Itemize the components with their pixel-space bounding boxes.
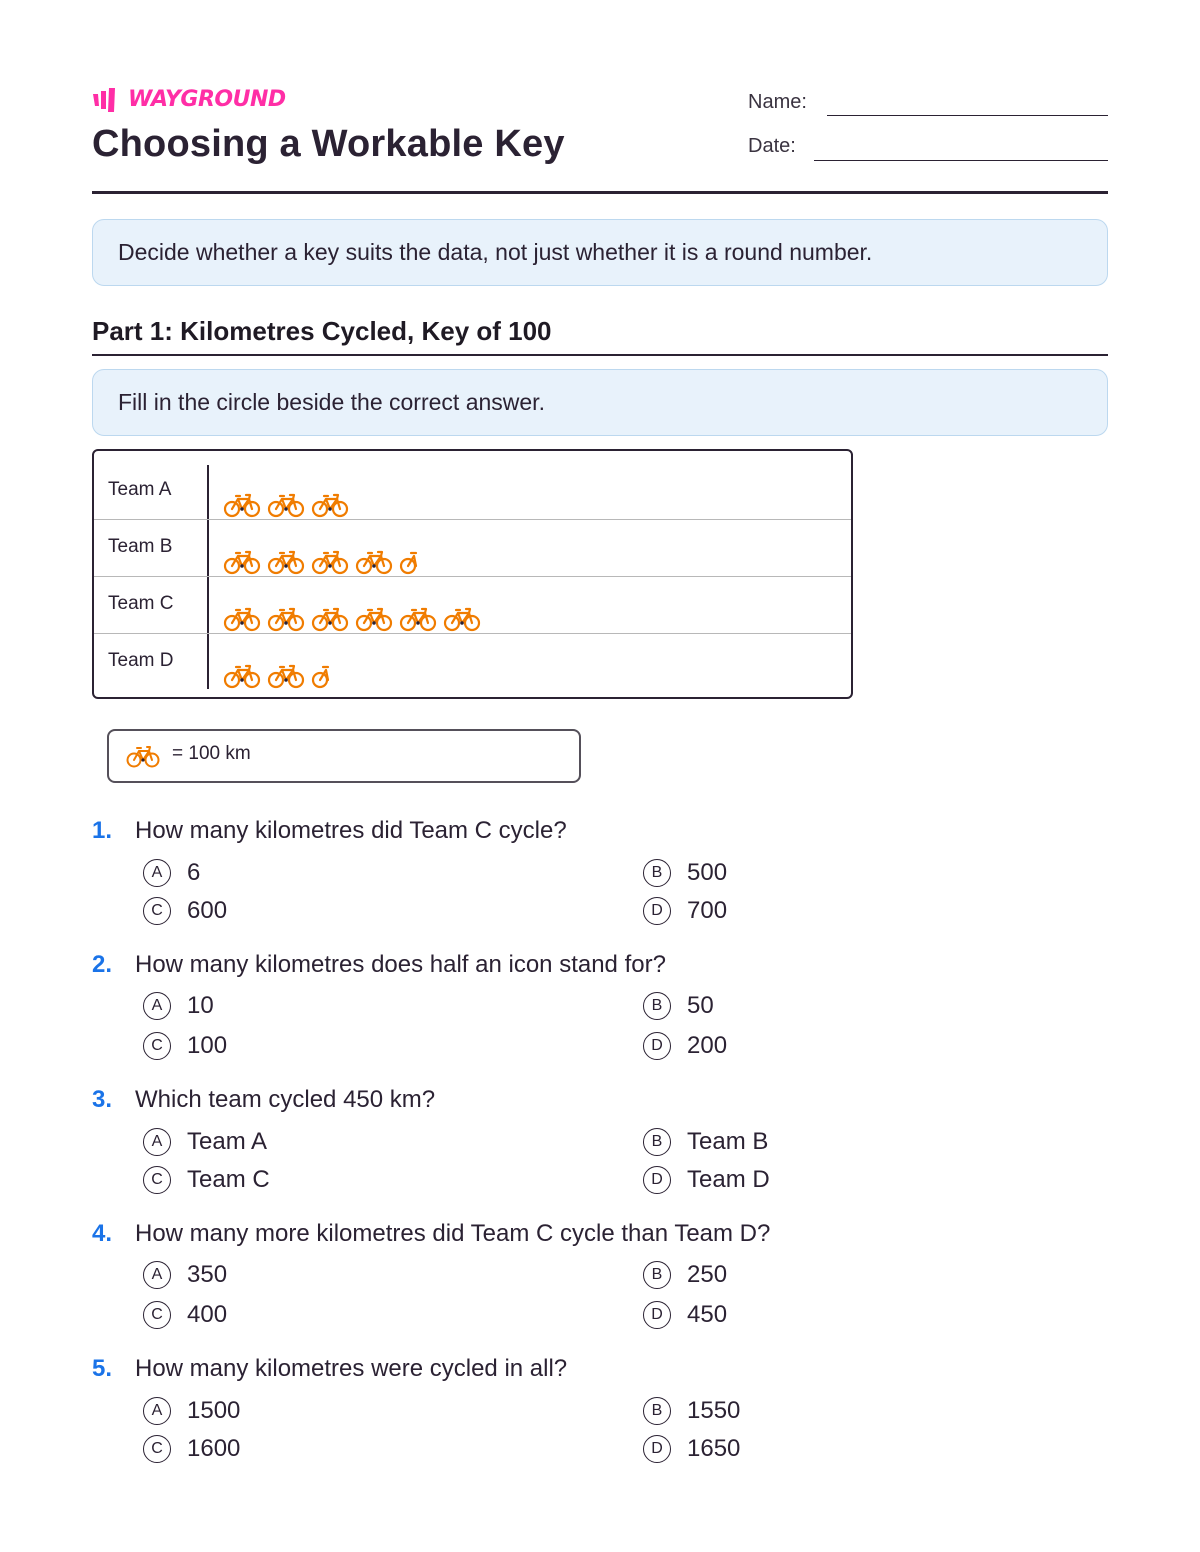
bicycle-icon (311, 493, 349, 519)
row-label: Team C (108, 593, 174, 614)
question-number: 5. (92, 1355, 113, 1382)
question-text: How many kilometres did Team C cycle? (135, 817, 567, 844)
bicycle-icon (267, 493, 305, 519)
pictograph-row (94, 463, 851, 519)
question-number: 4. (92, 1220, 113, 1247)
answer-bubble[interactable]: D (643, 1032, 671, 1060)
wayground-logo-icon (92, 88, 126, 112)
answer-bubble[interactable]: B (643, 1128, 671, 1156)
answer-bubble[interactable]: C (143, 1166, 171, 1194)
name-label: Name: (748, 91, 807, 113)
answer-text: 1550 (687, 1397, 741, 1424)
header-divider (92, 191, 1108, 194)
bicycle-icon (311, 550, 349, 576)
answer-text: 350 (187, 1261, 228, 1288)
bicycle-icon (399, 607, 437, 633)
row-label: Team B (108, 536, 173, 557)
bicycle-icon (223, 493, 261, 519)
answer-text: 1650 (687, 1435, 741, 1462)
bicycle-icon (443, 607, 481, 633)
bicycle-icon (126, 745, 160, 769)
instruction-note (92, 369, 1108, 436)
bicycle-icon (223, 550, 261, 576)
pictograph-key (107, 729, 581, 783)
answer-bubble[interactable]: A (143, 859, 171, 887)
answer-bubble[interactable]: A (143, 1128, 171, 1156)
bicycle-icon (267, 607, 305, 633)
bicycle-icon (267, 550, 305, 576)
question-text: How many more kilometres did Team C cycle than Team D? (135, 1220, 771, 1247)
answer-bubble[interactable]: C (143, 897, 171, 925)
instruction-text: Fill in the circle beside the correct answer. (118, 389, 545, 415)
answer-bubble[interactable]: C (143, 1032, 171, 1060)
row-label: Team D (108, 650, 174, 671)
page-title: Choosing a Workable Key (92, 123, 565, 165)
answer-text: Team A (187, 1128, 268, 1155)
question-number: 1. (92, 817, 113, 844)
question-text: How many kilometres were cycled in all? (135, 1355, 568, 1382)
answer-text: Team D (687, 1166, 770, 1193)
bicycle-icon (355, 550, 393, 576)
question-number: 2. (92, 951, 113, 978)
answer-bubble[interactable]: A (143, 992, 171, 1020)
answer-bubble[interactable]: D (643, 1435, 671, 1463)
intro-note (92, 219, 1108, 286)
bicycle-icon (355, 607, 393, 633)
part1-divider (92, 354, 1108, 356)
answer-text: 700 (687, 897, 728, 924)
answer-text: 6 (187, 859, 201, 886)
answer-text: Team C (187, 1166, 270, 1193)
pictograph-row (94, 519, 851, 576)
bicycle-icon (311, 607, 349, 633)
answer-text: 10 (187, 992, 214, 1019)
brand-logo (92, 86, 286, 114)
answer-text: 500 (687, 859, 728, 886)
intro-note-text: Decide whether a key suits the data, not just whether it is a round number. (118, 239, 873, 265)
answer-bubble[interactable]: B (643, 859, 671, 887)
answer-text: 400 (187, 1301, 228, 1328)
half-bicycle-icon (311, 664, 331, 690)
brand-name: WAYGROUND (128, 87, 286, 112)
answer-bubble[interactable]: C (143, 1301, 171, 1329)
bicycle-icon (223, 664, 261, 690)
answer-text: 50 (687, 992, 714, 1019)
answer-text: 450 (687, 1301, 728, 1328)
question-text: How many kilometres does half an icon stand for? (135, 951, 666, 978)
date-field[interactable] (814, 160, 1108, 161)
key-text: = 100 km (172, 743, 251, 764)
bicycle-icon (267, 664, 305, 690)
answer-text: Team B (687, 1128, 769, 1155)
answer-bubble[interactable]: D (643, 1166, 671, 1194)
bicycle-icon (223, 607, 261, 633)
answer-text: 250 (687, 1261, 728, 1288)
pictograph-row (94, 576, 851, 633)
answer-bubble[interactable]: D (643, 1301, 671, 1329)
answer-bubble[interactable]: A (143, 1261, 171, 1289)
answer-text: 1600 (187, 1435, 241, 1462)
answer-bubble[interactable]: B (643, 1261, 671, 1289)
part1-title: Part 1: Kilometres Cycled, Key of 100 (92, 316, 552, 346)
question-text: Which team cycled 450 km? (135, 1086, 436, 1113)
row-label: Team A (108, 479, 172, 500)
answer-text: 100 (187, 1032, 228, 1059)
answer-bubble[interactable]: B (643, 992, 671, 1020)
date-label: Date: (748, 135, 796, 157)
answer-text: 1500 (187, 1397, 241, 1424)
question-number: 3. (92, 1086, 113, 1113)
answer-bubble[interactable]: B (643, 1397, 671, 1425)
half-bicycle-icon (399, 550, 419, 576)
answer-text: 600 (187, 897, 228, 924)
pictograph-row (94, 633, 851, 690)
answer-bubble[interactable]: D (643, 897, 671, 925)
answer-bubble[interactable]: A (143, 1397, 171, 1425)
answer-text: 200 (687, 1032, 728, 1059)
name-field[interactable] (827, 115, 1108, 116)
pictograph-table (92, 449, 853, 699)
answer-bubble[interactable]: C (143, 1435, 171, 1463)
